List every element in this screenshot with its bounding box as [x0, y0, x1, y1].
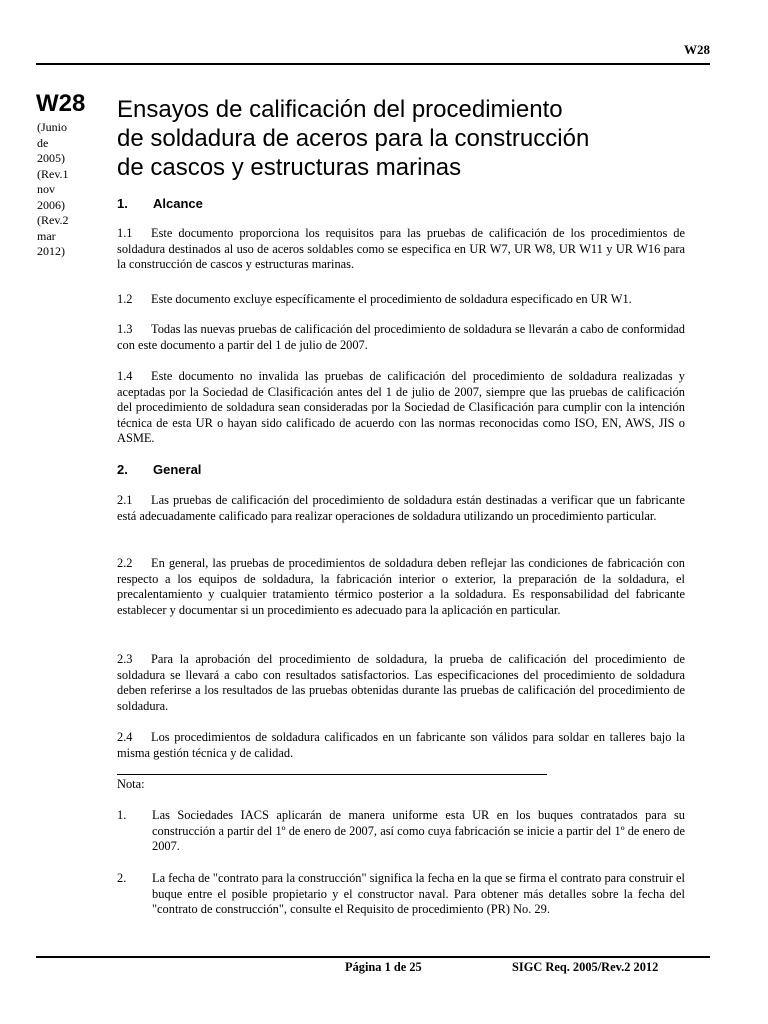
note-text: Las Sociedades IACS aplicarán de manera uniforme esta UR en los buques contratados para su construcción a partir del 1º de enero de 2007, así como cuya fabricación se inicie a partir del 1º de enero de 2007. — [152, 808, 685, 854]
paragraph-text: Los procedimientos de soldadura calificados en un fabricante son válidos para soldar en talleres bajo la misma gestión técnica y de calidad. — [117, 730, 685, 760]
revision-history-line: (Rev.2 — [37, 213, 69, 227]
note-text: La fecha de "contrato para la construcción" significa la fecha en la que se firma el contrato para construir el buque entre el posible propietario y el constructor naval. Para obtener más detalles sobre la fecha del "contrato de construcción", consulte el Requisito de procedimiento (PR) No. 29. — [152, 871, 685, 917]
title-line: de cascos y estructuras marinas — [117, 154, 462, 181]
paragraph-2-1 — [117, 493, 685, 524]
header-document-code: W28 — [684, 42, 710, 57]
note-number: 1. — [117, 808, 127, 822]
revision-history-line: (Junio — [37, 120, 67, 134]
paragraph-number: 2.1 — [117, 493, 133, 507]
side-document-code: W28 — [36, 90, 86, 117]
section-number: 1. — [117, 196, 128, 211]
revision-history-line: 2006) — [37, 197, 65, 212]
title-line: Ensayos de calificación del procedimiento — [117, 96, 563, 123]
header-rule — [36, 63, 710, 65]
document-reference: SIGC Req. 2005/Rev.2 2012 — [512, 960, 659, 974]
paragraph-2-3 — [117, 652, 685, 714]
paragraph-text: Este documento no invalida las pruebas de calificación del procedimiento de soldadura realizadas y aceptadas por la Sociedad de Clasificación antes del 1 de julio de 2007, siempre que las pruebas de calificación del procedimiento de soldadura sean consideradas por la Sociedad de Clasificación para cumplir con la intención técnica de esta UR o hayan sido calificado de acuerdo con las normas reconocidas como ISO, EN, AWS, JIS o ASME. — [117, 369, 685, 446]
paragraph-1-1 — [117, 226, 685, 273]
note-label: Nota: — [117, 777, 145, 791]
revision-history-line: 2005) — [37, 151, 65, 165]
paragraph-2-4 — [117, 730, 685, 761]
revision-history-line: 2012) — [37, 244, 65, 258]
revision-history-line: de — [37, 135, 49, 150]
paragraph-number: 1.1 — [117, 226, 133, 240]
paragraph-text: En general, las pruebas de procedimientos de soldadura deben reflejar las condiciones de fabricación con respecto a los equipos de soldadura, la fabricación interior o exterior, la preparación de la soldadura, el precalentamiento y cualquier tratamiento térmico posterior a la soldadura. Es responsabilidad del fabricante establecer y documentar si un procedimiento es adecuado para la aplicación en particular. — [117, 556, 685, 617]
revision-history — [37, 120, 87, 260]
paragraph-number: 2.3 — [117, 652, 133, 666]
paragraph-number: 2.4 — [117, 730, 133, 744]
note-separator — [117, 774, 547, 775]
paragraph-number: 1.4 — [117, 369, 133, 383]
section-label: Alcance — [153, 196, 203, 211]
paragraph-number: 1.2 — [117, 292, 133, 306]
paragraph-2-2 — [117, 556, 685, 618]
paragraph-text: Este documento proporciona los requisitos para las pruebas de calificación de los procedimientos de soldadura destinados al uso de aceros soldables como se especifica en UR W7, UR W8, UR W11 y UR W16 para la construcción de cascos y estructuras marinas. — [117, 226, 685, 272]
page-number: Página 1 de 25 — [345, 960, 422, 974]
paragraph-1-2 — [117, 292, 685, 308]
revision-history-line: nov — [37, 182, 55, 196]
section-number: 2. — [117, 462, 128, 477]
paragraph-text: Este documento excluye específicamente el procedimiento de soldadura especificado en UR W1. — [151, 292, 632, 306]
title-line: de soldadura de aceros para la construcción — [117, 125, 590, 152]
revision-history-line: (Rev.1 — [37, 166, 69, 181]
paragraph-text: Todas las nuevas pruebas de calificación del procedimiento de soldadura se llevarán a cabo de conformidad con este documento a partir del 1 de julio de 2007. — [117, 322, 685, 352]
note-number: 2. — [117, 871, 127, 885]
paragraph-1-3 — [117, 322, 685, 353]
revision-history-line: mar — [37, 228, 56, 243]
paragraph-text: Para la aprobación del procedimiento de soldadura, la prueba de calificación del procedimiento de soldadura se llevará a cabo con resultados satisfactorios. Las especificaciones del procedimiento de soldadura deben referirse a los resultados de las pruebas obtenidas durante las pruebas de calificación del procedimiento de soldadura. — [117, 652, 685, 713]
document-title — [117, 95, 737, 182]
paragraph-number: 1.3 — [117, 322, 133, 336]
paragraph-text: Las pruebas de calificación del procedimiento de soldadura están destinadas a verificar que un fabricante está adecuadamente calificado para realizar operaciones de soldadura utilizando un procedimiento particular. — [117, 493, 685, 523]
paragraph-1-4 — [117, 369, 685, 447]
footer-rule — [36, 956, 710, 958]
section-label: General — [153, 462, 202, 477]
paragraph-number: 2.2 — [117, 556, 133, 570]
note-item — [117, 808, 685, 855]
note-item — [117, 871, 685, 918]
